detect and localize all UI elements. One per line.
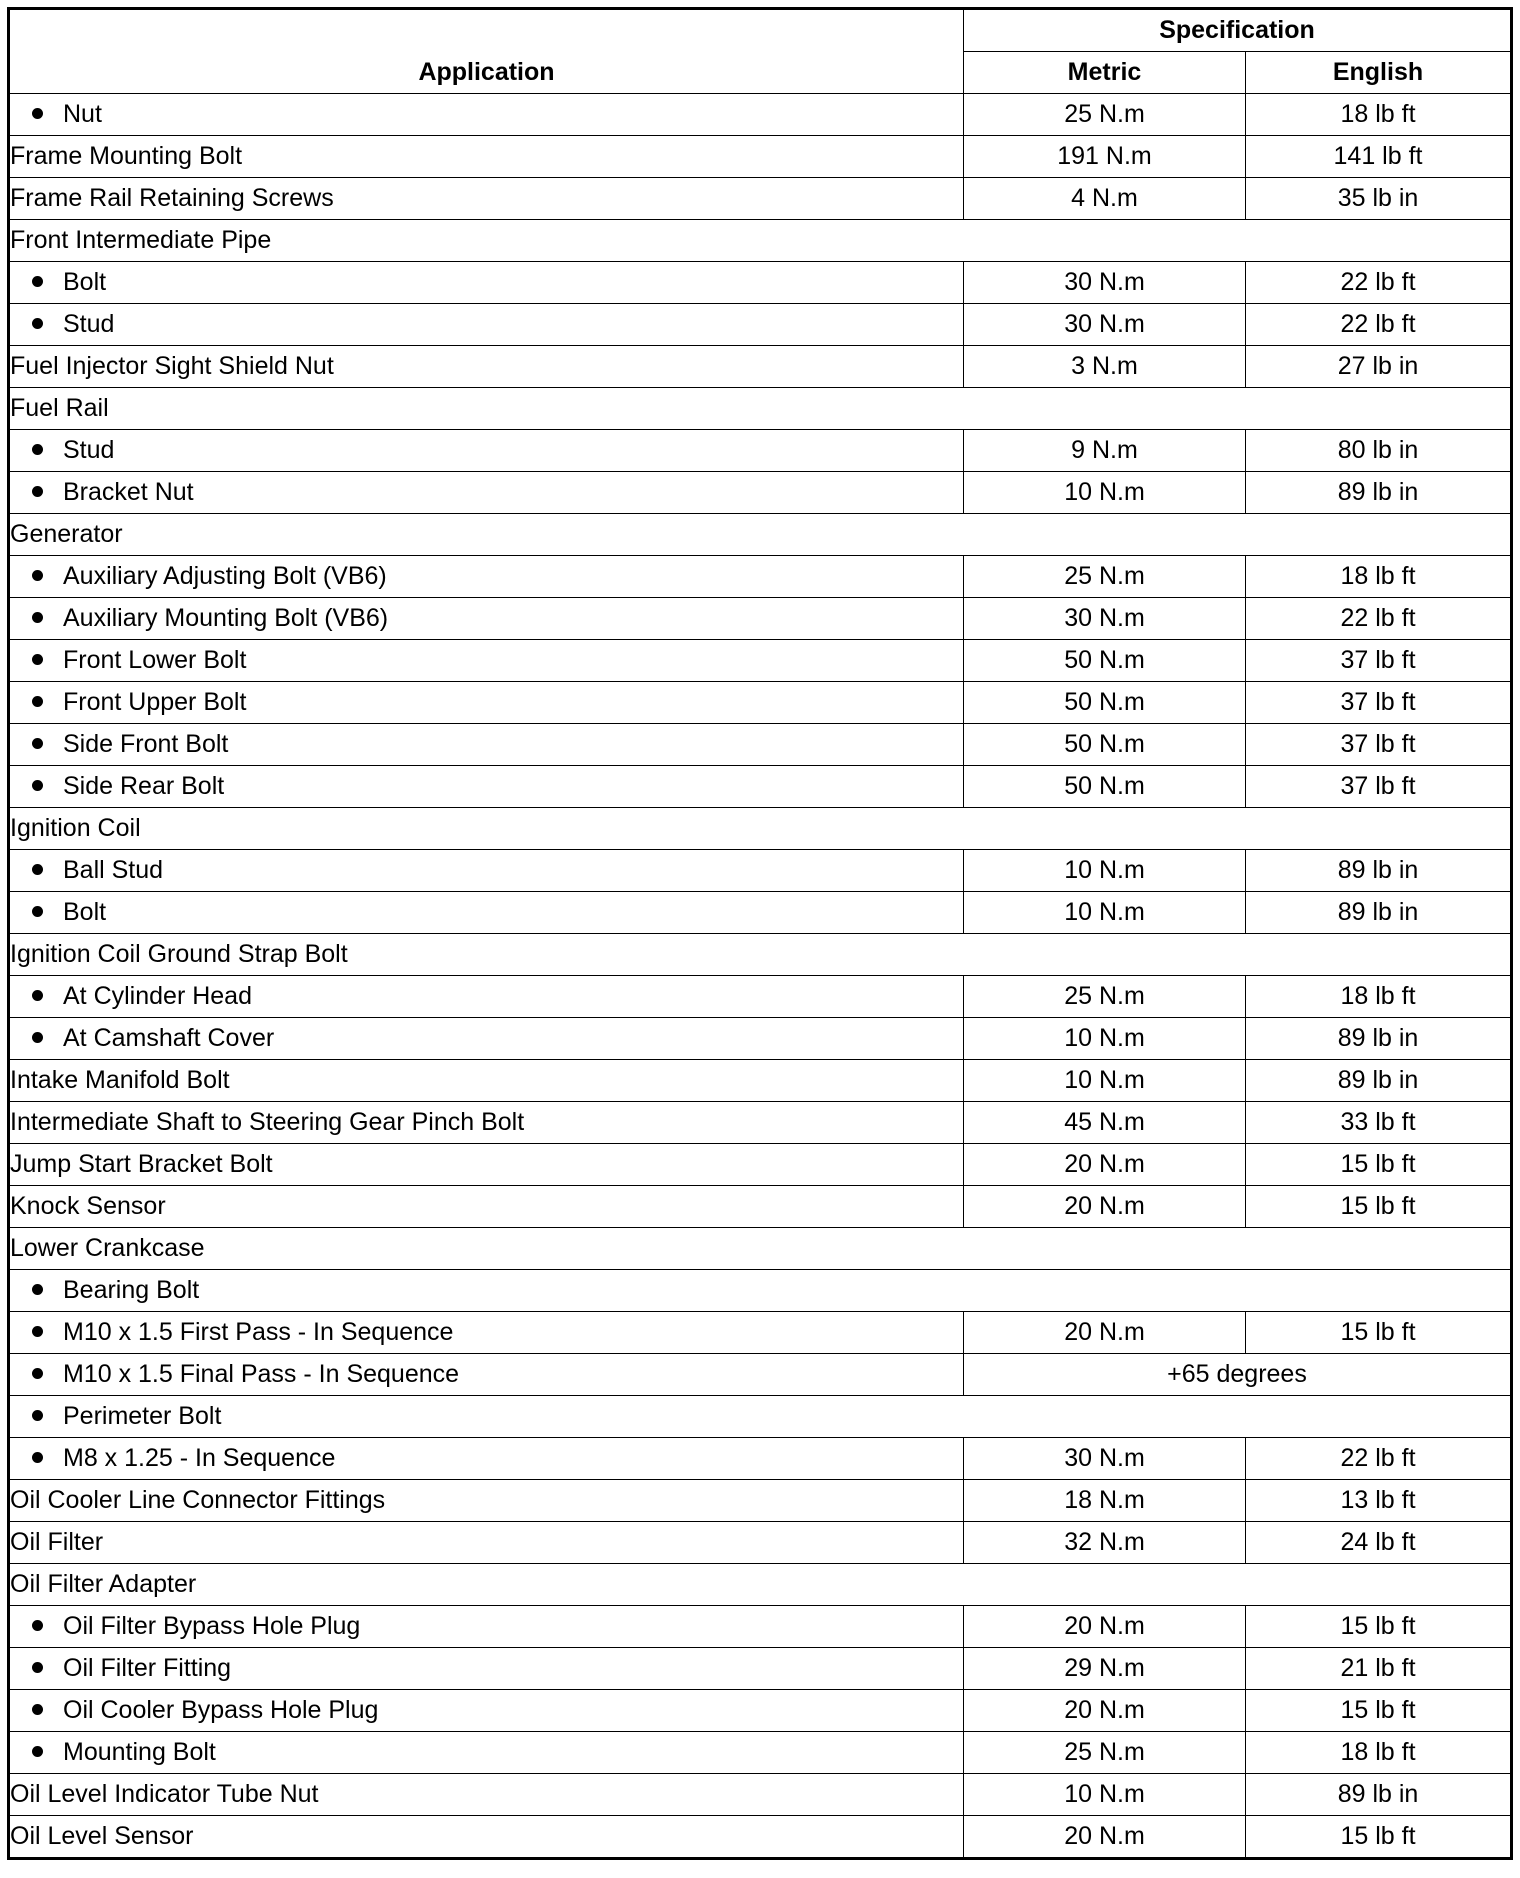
application-cell	[9, 514, 1512, 556]
table-row	[9, 1732, 1512, 1774]
metric-cell: 20 N.m	[964, 1816, 1246, 1859]
application-cell	[9, 346, 964, 388]
application-label: Auxiliary Adjusting Bolt (VB6)	[63, 562, 387, 590]
english-cell: 89 lb in	[1246, 892, 1512, 934]
application-cell	[9, 1354, 964, 1396]
bullet-icon	[32, 612, 43, 623]
table-row	[9, 1396, 1512, 1438]
application-cell	[9, 1396, 1512, 1438]
metric-cell: 25 N.m	[964, 976, 1246, 1018]
application-cell	[9, 1312, 964, 1354]
metric-cell: 25 N.m	[964, 1732, 1246, 1774]
application-cell	[9, 682, 964, 724]
metric-cell: 20 N.m	[964, 1186, 1246, 1228]
table-row	[9, 598, 1512, 640]
metric-cell: 20 N.m	[964, 1312, 1246, 1354]
table-row	[9, 1060, 1512, 1102]
table-row	[9, 1018, 1512, 1060]
english-cell: 80 lb in	[1246, 430, 1512, 472]
application-cell	[9, 598, 964, 640]
table-row	[9, 472, 1512, 514]
english-cell: 15 lb ft	[1246, 1144, 1512, 1186]
table-row	[9, 1774, 1512, 1816]
application-label: Oil Filter Bypass Hole Plug	[63, 1612, 361, 1640]
table-row	[9, 640, 1512, 682]
english-cell: 27 lb in	[1246, 346, 1512, 388]
metric-cell: 10 N.m	[964, 1018, 1246, 1060]
table-row	[9, 808, 1512, 850]
bullet-icon	[32, 1704, 43, 1715]
application-cell	[9, 556, 964, 598]
bullet-icon	[32, 486, 43, 497]
metric-cell: 32 N.m	[964, 1522, 1246, 1564]
bullet-icon	[32, 1662, 43, 1673]
metric-cell: 10 N.m	[964, 892, 1246, 934]
application-cell	[9, 808, 1512, 850]
english-cell: 22 lb ft	[1246, 304, 1512, 346]
application-label: Side Front Bolt	[63, 730, 229, 758]
english-cell: 35 lb in	[1246, 178, 1512, 220]
application-cell	[9, 178, 964, 220]
application-label: M8 x 1.25 - In Sequence	[63, 1444, 336, 1472]
application-cell	[9, 976, 964, 1018]
application-label: Oil Level Indicator Tube Nut	[10, 1780, 319, 1808]
table-row	[9, 766, 1512, 808]
application-cell	[9, 892, 964, 934]
application-label: Perimeter Bolt	[63, 1402, 222, 1430]
application-cell	[9, 1144, 964, 1186]
table-row	[9, 388, 1512, 430]
application-cell	[9, 1480, 964, 1522]
table-row	[9, 1144, 1512, 1186]
english-cell: 89 lb in	[1246, 472, 1512, 514]
metric-column-header: Metric	[964, 52, 1246, 94]
metric-cell: 30 N.m	[964, 262, 1246, 304]
application-cell	[9, 1018, 964, 1060]
metric-cell: 10 N.m	[964, 472, 1246, 514]
metric-cell: 30 N.m	[964, 598, 1246, 640]
application-label: Oil Cooler Bypass Hole Plug	[63, 1696, 379, 1724]
table-row	[9, 1312, 1512, 1354]
metric-cell: 20 N.m	[964, 1690, 1246, 1732]
english-cell: 15 lb ft	[1246, 1606, 1512, 1648]
table-row	[9, 1564, 1512, 1606]
header-row-top	[9, 9, 1512, 52]
table-row	[9, 262, 1512, 304]
table-row	[9, 178, 1512, 220]
bullet-icon	[32, 654, 43, 665]
application-label: Ignition Coil	[10, 814, 141, 842]
application-cell	[9, 304, 964, 346]
english-cell: 18 lb ft	[1246, 94, 1512, 136]
application-cell	[9, 472, 964, 514]
metric-cell: 25 N.m	[964, 556, 1246, 598]
table-row	[9, 430, 1512, 472]
application-label: Generator	[10, 520, 123, 548]
bullet-icon	[32, 1032, 43, 1043]
metric-cell: 191 N.m	[964, 136, 1246, 178]
application-cell	[9, 766, 964, 808]
application-cell	[9, 934, 1512, 976]
bullet-icon	[32, 780, 43, 791]
application-cell	[9, 1438, 964, 1480]
english-cell: 141 lb ft	[1246, 136, 1512, 178]
bullet-icon	[32, 276, 43, 287]
application-cell	[9, 1060, 964, 1102]
application-label: Oil Filter	[10, 1528, 104, 1556]
metric-cell: 30 N.m	[964, 1438, 1246, 1480]
combined-spec-cell: +65 degrees	[964, 1354, 1512, 1396]
metric-cell: 25 N.m	[964, 94, 1246, 136]
english-cell: 18 lb ft	[1246, 556, 1512, 598]
english-cell: 37 lb ft	[1246, 682, 1512, 724]
application-cell	[9, 1228, 1512, 1270]
application-label: Knock Sensor	[10, 1192, 166, 1220]
application-cell	[9, 1564, 1512, 1606]
application-label: At Camshaft Cover	[63, 1024, 275, 1052]
application-label: Ignition Coil Ground Strap Bolt	[10, 940, 348, 968]
metric-cell: 10 N.m	[964, 850, 1246, 892]
application-label: Intake Manifold Bolt	[10, 1066, 230, 1094]
application-cell	[9, 1774, 964, 1816]
english-cell: 15 lb ft	[1246, 1312, 1512, 1354]
table-row	[9, 724, 1512, 766]
metric-cell: 50 N.m	[964, 640, 1246, 682]
application-label: Bolt	[63, 898, 107, 926]
application-label: Front Intermediate Pipe	[10, 226, 272, 254]
application-cell	[9, 1102, 964, 1144]
application-label: Mounting Bolt	[63, 1738, 216, 1766]
application-label: Fuel Injector Sight Shield Nut	[10, 352, 334, 380]
application-cell	[9, 1690, 964, 1732]
bullet-icon	[32, 738, 43, 749]
application-cell	[9, 94, 964, 136]
table-row	[9, 1270, 1512, 1312]
application-label: Auxiliary Mounting Bolt (VB6)	[63, 604, 389, 632]
english-cell: 22 lb ft	[1246, 1438, 1512, 1480]
application-label: Oil Cooler Line Connector Fittings	[10, 1486, 386, 1514]
metric-cell: 20 N.m	[964, 1144, 1246, 1186]
application-label: Bolt	[63, 268, 107, 296]
application-label: Lower Crankcase	[10, 1234, 205, 1262]
application-label: At Cylinder Head	[63, 982, 252, 1010]
table-row	[9, 1648, 1512, 1690]
english-cell: 24 lb ft	[1246, 1522, 1512, 1564]
bullet-icon	[32, 1326, 43, 1337]
application-cell	[9, 1186, 964, 1228]
table-row	[9, 514, 1512, 556]
application-cell	[9, 1816, 964, 1859]
specification-column-header: Specification	[964, 9, 1512, 52]
metric-cell: 18 N.m	[964, 1480, 1246, 1522]
english-cell: 13 lb ft	[1246, 1480, 1512, 1522]
application-label: Stud	[63, 436, 115, 464]
application-label: Front Lower Bolt	[63, 646, 247, 674]
application-column-header: Application	[9, 9, 964, 94]
metric-cell: 45 N.m	[964, 1102, 1246, 1144]
application-label: Stud	[63, 310, 115, 338]
bullet-icon	[32, 1746, 43, 1757]
english-cell: 21 lb ft	[1246, 1648, 1512, 1690]
english-cell: 15 lb ft	[1246, 1690, 1512, 1732]
application-label: Oil Level Sensor	[10, 1822, 194, 1850]
bullet-icon	[32, 1620, 43, 1631]
application-cell	[9, 262, 964, 304]
table-row	[9, 1438, 1512, 1480]
table-row	[9, 346, 1512, 388]
application-cell	[9, 1606, 964, 1648]
table-row	[9, 220, 1512, 262]
table-row	[9, 556, 1512, 598]
application-cell	[9, 724, 964, 766]
table-row	[9, 682, 1512, 724]
table-row	[9, 976, 1512, 1018]
application-label: Bracket Nut	[63, 478, 194, 506]
metric-cell: 9 N.m	[964, 430, 1246, 472]
bullet-icon	[32, 906, 43, 917]
application-cell	[9, 1732, 964, 1774]
metric-cell: 30 N.m	[964, 304, 1246, 346]
application-cell	[9, 1270, 1512, 1312]
english-cell: 15 lb ft	[1246, 1816, 1512, 1859]
application-cell	[9, 1648, 964, 1690]
table-row	[9, 1690, 1512, 1732]
application-label: Nut	[63, 100, 102, 128]
metric-cell: 3 N.m	[964, 346, 1246, 388]
application-cell	[9, 220, 1512, 262]
table-row	[9, 1228, 1512, 1270]
application-label: Frame Rail Retaining Screws	[10, 184, 334, 212]
bullet-icon	[32, 570, 43, 581]
bullet-icon	[32, 1368, 43, 1379]
application-label: Jump Start Bracket Bolt	[10, 1150, 273, 1178]
bullet-icon	[32, 444, 43, 455]
application-label: Oil Filter Fitting	[63, 1654, 232, 1682]
table-row	[9, 1354, 1512, 1396]
english-column-header: English	[1246, 52, 1512, 94]
bullet-icon	[32, 990, 43, 1001]
metric-cell: 10 N.m	[964, 1774, 1246, 1816]
bullet-icon	[32, 1410, 43, 1421]
table-row	[9, 934, 1512, 976]
english-cell: 89 lb in	[1246, 1060, 1512, 1102]
application-label: Front Upper Bolt	[63, 688, 247, 716]
english-cell: 89 lb in	[1246, 850, 1512, 892]
english-cell: 89 lb in	[1246, 1774, 1512, 1816]
metric-cell: 29 N.m	[964, 1648, 1246, 1690]
bullet-icon	[32, 864, 43, 875]
specification-sheet	[7, 7, 1510, 1860]
application-cell	[9, 850, 964, 892]
table-row	[9, 1522, 1512, 1564]
metric-cell: 50 N.m	[964, 682, 1246, 724]
table-body	[9, 94, 1512, 1859]
application-label: Ball Stud	[63, 856, 164, 884]
bullet-icon	[32, 318, 43, 329]
application-label: M10 x 1.5 Final Pass - In Sequence	[63, 1360, 460, 1388]
english-cell: 15 lb ft	[1246, 1186, 1512, 1228]
application-cell	[9, 388, 1512, 430]
application-cell	[9, 640, 964, 682]
metric-cell: 50 N.m	[964, 724, 1246, 766]
metric-cell: 10 N.m	[964, 1060, 1246, 1102]
bullet-icon	[32, 108, 43, 119]
application-label: Frame Mounting Bolt	[10, 142, 243, 170]
table-row	[9, 1480, 1512, 1522]
table-row	[9, 1186, 1512, 1228]
fastener-torque-table	[7, 7, 1513, 1860]
english-cell: 33 lb ft	[1246, 1102, 1512, 1144]
english-cell: 37 lb ft	[1246, 724, 1512, 766]
english-cell: 18 lb ft	[1246, 1732, 1512, 1774]
bullet-icon	[32, 696, 43, 707]
table-row	[9, 1606, 1512, 1648]
table-row	[9, 892, 1512, 934]
application-cell	[9, 1522, 964, 1564]
english-cell: 89 lb in	[1246, 1018, 1512, 1060]
table-row	[9, 304, 1512, 346]
application-label: Oil Filter Adapter	[10, 1570, 197, 1598]
english-cell: 22 lb ft	[1246, 262, 1512, 304]
english-cell: 37 lb ft	[1246, 640, 1512, 682]
table-row	[9, 136, 1512, 178]
application-cell	[9, 430, 964, 472]
application-label: M10 x 1.5 First Pass - In Sequence	[63, 1318, 454, 1346]
metric-cell: 50 N.m	[964, 766, 1246, 808]
application-label: Fuel Rail	[10, 394, 109, 422]
application-label: Side Rear Bolt	[63, 772, 225, 800]
bullet-icon	[32, 1452, 43, 1463]
english-cell: 37 lb ft	[1246, 766, 1512, 808]
application-label: Bearing Bolt	[63, 1276, 200, 1304]
english-cell: 22 lb ft	[1246, 598, 1512, 640]
application-label: Intermediate Shaft to Steering Gear Pinch Bolt	[10, 1108, 525, 1136]
application-cell	[9, 136, 964, 178]
table-row	[9, 1816, 1512, 1859]
table-row	[9, 1102, 1512, 1144]
metric-cell: 20 N.m	[964, 1606, 1246, 1648]
table-row	[9, 850, 1512, 892]
english-cell: 18 lb ft	[1246, 976, 1512, 1018]
bullet-icon	[32, 1284, 43, 1295]
metric-cell: 4 N.m	[964, 178, 1246, 220]
table-row	[9, 94, 1512, 136]
